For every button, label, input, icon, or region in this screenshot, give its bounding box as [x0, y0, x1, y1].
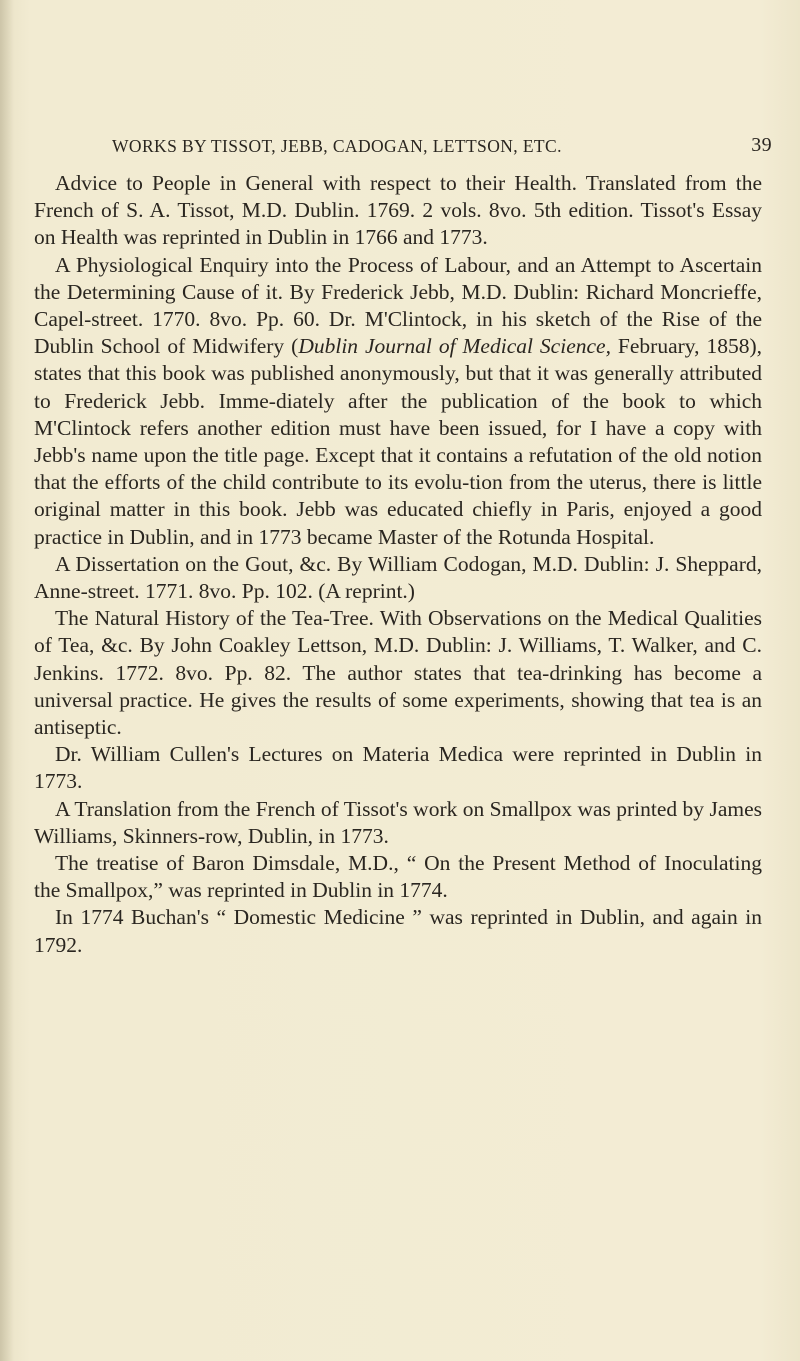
paragraph-cullen-lectures: Dr. William Cullen's Lectures on Materia Medica were reprinted in Dublin in 1773.	[34, 742, 762, 794]
spine-shadow	[0, 0, 14, 1361]
paragraph-jebb-enquiry	[34, 252, 762, 551]
paragraph-text: A Physiological Enquiry into the Process of Labour, and an Attempt to Ascertain the Determining Cause of it. By Frederick Jebb, M.D. Dublin: Richard Moncrieffe, Capel-street. 1770. 8vo. Pp. 60. Dr. M'Clintock, in his sketch of the Rise of the Dublin School of Midwifery (	[34, 252, 762, 359]
running-head	[112, 136, 772, 162]
paragraph-codogan-gout: A Dissertation on the Gout, &c. By William Codogan, M.D. Dublin: J. Sheppard, Anne-street. 1771. 8vo. Pp. 102. (A reprint.)	[34, 551, 762, 604]
body-text	[34, 170, 762, 959]
paragraph-tissot-advice: Advice to People in General with respect to their Health. Translated from the French of S. A. Tissot, M.D. Dublin. 1769. 2 vols. 8vo. 5th edition. Tissot's Essay on Health was reprinted in Dublin in 1766 and 1773.	[34, 171, 762, 250]
paragraph-text: February, 1858), states that this book was published anonymously, but that it was generally attributed to Frederick Jebb. Imme-diately after the publication of the book to which M'Clintock refers another edition must have been issued, for I have a copy with Jebb's name upon the title page. Except that it contains a refutation of the old notion that the efforts of the child contribute to its evolu-tion from the uterus, there is little original matter in this book. Jebb was educated chiefly in Paris, enjoyed a good practice in Dublin, and in 1773 became Master of the Rotunda Hospital.	[34, 334, 762, 549]
paragraph-dimsdale-inoculating: The treatise of Baron Dimsdale, M.D., “ On the Present Method of Inoculating the Smallpox,” was reprinted in Dublin in 1774.	[34, 851, 762, 903]
paragraph-tissot-smallpox: A Translation from the French of Tissot's work on Smallpox was printed by James Williams, Skinners-row, Dublin, in 1773.	[34, 796, 762, 848]
journal-title: Dublin Journal of Medical Science,	[298, 334, 611, 359]
paragraph-buchan-domestic: In 1774 Buchan's “ Domestic Medicine ” was reprinted in Dublin, and again in 1792.	[34, 905, 762, 957]
running-title: WORKS BY TISSOT, JEBB, CADOGAN, LETTSON, ETC.	[112, 136, 562, 156]
paragraph-lettson-tea: The Natural History of the Tea-Tree. With Observations on the Medical Qualities of Tea, &c. By John Coakley Lettson, M.D. Dublin: J. Williams, T. Walker, and C. Jenkins. 1772. 8vo. Pp. 82. The author states that tea-drinking has become a universal practice. He gives the results of some experiments, showing that tea is an antiseptic.	[34, 606, 762, 740]
page-number: 39	[751, 134, 772, 156]
